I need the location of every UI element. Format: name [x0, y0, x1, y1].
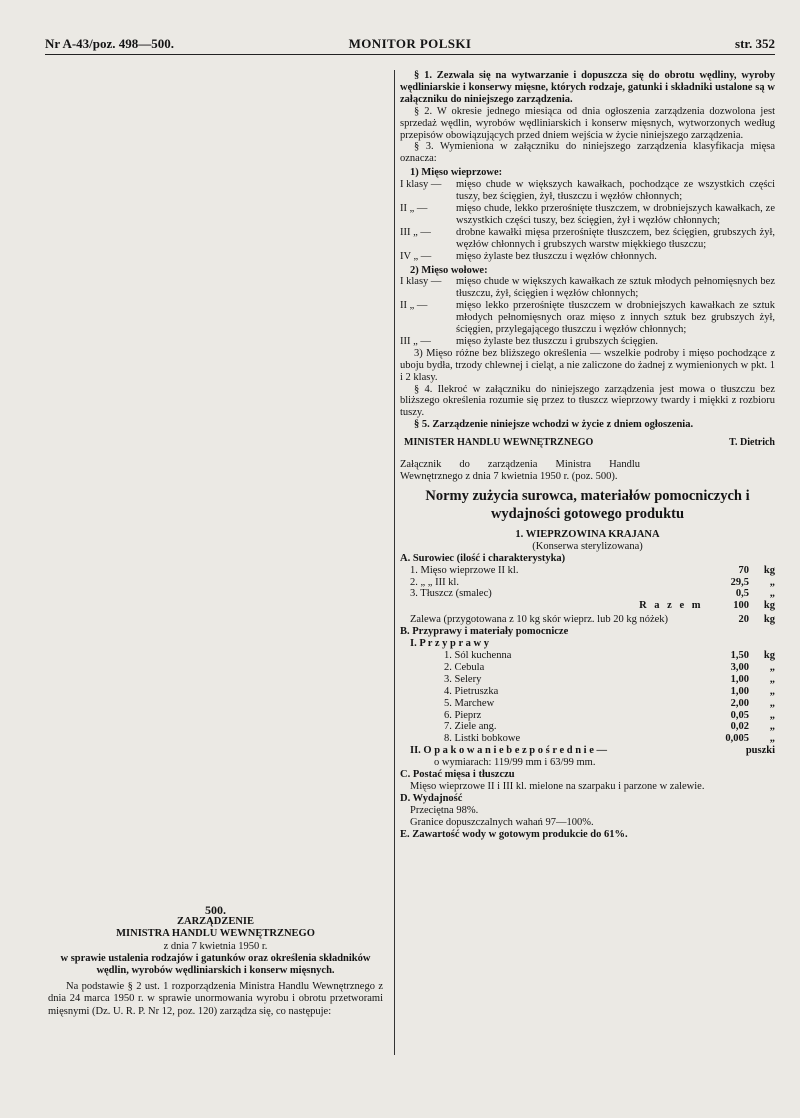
- pork-class-row: [400, 179, 775, 203]
- beef-class-text: mięso żylaste bez tłuszczu i grubszych ścięgien.: [456, 335, 659, 347]
- beef-class-key: I klasy —: [400, 276, 442, 288]
- raw-material-row: [400, 565, 775, 577]
- page-number: str. 352: [735, 36, 775, 51]
- spice-row: [400, 650, 775, 662]
- spice-unit: „: [769, 721, 775, 733]
- section-b: B. Przyprawy i materiały pomocnicze: [400, 626, 569, 638]
- pork-class-row: [400, 203, 775, 227]
- spice-row: [400, 674, 775, 686]
- pork-class-text: mięso chude w większych kawałkach, pochodzące ze wszystkich części tuszy, bez ścięgien, żył, tłuszczu i węzłów chłonnych;: [456, 179, 775, 203]
- spice-label: 4. Pietruszka: [444, 685, 499, 697]
- left-column: [48, 904, 383, 1018]
- packaging-dims: o wymiarach: 119/99 mm i 63/99 mm.: [434, 757, 596, 769]
- spice-value: 0,005: [725, 733, 749, 745]
- pork-class-text: mięso chude, lekko przerośnięte tłuszczem, w drobniejszych kawałkach, ze wszystkich części tuszy, bez ścięgien, żył i węzłów chłonnych;: [456, 202, 775, 226]
- spice-unit: kg: [763, 649, 775, 661]
- spice-unit: „: [769, 733, 775, 745]
- spices-heading: I. P r z y p r a w y: [410, 638, 489, 650]
- spice-label: 6. Pieprz: [444, 709, 482, 721]
- raw-material-rows: [400, 565, 775, 601]
- signature: [404, 437, 775, 449]
- pork-class-key: II „ —: [400, 202, 428, 214]
- brine-row: [400, 614, 775, 626]
- spice-value: 1,00: [730, 673, 749, 685]
- section-d: D. Wydajność: [400, 792, 463, 804]
- paragraph-1: § 1. Zezwala się na wytwarzanie i dopuszcza się do obrotu wędliny, wyroby wędliniarskie i konserwy mięsne, których rodzaje, gatunki i składniki ustalone są w załączniku do niniejszego zarządzenia.: [400, 70, 775, 105]
- spice-value: 1,50: [730, 649, 749, 661]
- norms-title: Normy zużycia surowca, materiałów pomocniczych i wydajności gotowego produktu: [425, 487, 750, 522]
- beef-classes: [400, 276, 775, 347]
- column-divider: [394, 70, 395, 1055]
- beef-heading: 2) Mięso wołowe:: [410, 264, 488, 276]
- total-row: [400, 600, 775, 612]
- raw-material-row: [400, 577, 775, 589]
- brine-unit: kg: [763, 614, 775, 626]
- spice-row: [400, 698, 775, 710]
- pork-class-text: drobne kawałki mięsa przerośnięte tłuszczem, bez ścięgien, grubszych żył, węzłów chłonnych i grubszych warstw miękkiego tłuszczu;: [456, 226, 775, 250]
- raw-material-value: 0,5: [735, 588, 749, 600]
- spice-label: 5. Marchew: [444, 697, 495, 709]
- spice-unit: „: [769, 685, 775, 697]
- pork-heading: 1) Mięso wieprzowe:: [410, 167, 503, 179]
- paragraph-4: § 4. Ilekroć w załączniku do niniejszego zarządzenia jest mowa o tłuszczu bez bliższego określenia rozumie się przez to tłuszcz wieprzowy twardy i miękki z rozbioru tuszy.: [400, 383, 775, 419]
- raw-material-unit: kg: [763, 564, 775, 576]
- section-a: A. Surowiec (ilość i charakterystyka): [400, 552, 566, 564]
- paragraph-3: § 3. Wymieniona w załączniku do niniejszego zarządzenia klasyfikacja mięsa oznacza:: [400, 141, 775, 165]
- spice-label: 7. Ziele ang.: [444, 721, 497, 733]
- beef-class-key: III „ —: [400, 335, 431, 347]
- yield-range: Granice dopuszczalnych wahań 97—100%.: [410, 816, 594, 828]
- raw-material-value: 70: [738, 564, 749, 576]
- brine-value: 20: [738, 614, 749, 626]
- pork-class-row: [400, 251, 775, 263]
- spice-value: 1,00: [730, 685, 749, 697]
- section-e: E. Zawartość wody w gotowym produkcie do 61%.: [400, 828, 628, 840]
- spice-label: 2. Cebula: [444, 661, 485, 673]
- spice-unit: „: [769, 697, 775, 709]
- spice-value: 0,02: [730, 721, 749, 733]
- section-c-text: Mięso wieprzowe II i III kl. mielone na szarpaku i parzone w zalewie.: [410, 780, 705, 792]
- spice-row: [400, 686, 775, 698]
- raw-material-label: 2. „ „ III kl.: [410, 576, 459, 588]
- header-rule: [45, 54, 775, 55]
- spice-unit: „: [769, 673, 775, 685]
- spice-row: [400, 721, 775, 733]
- spice-label: 3. Selery: [444, 673, 482, 685]
- product-name: 1. WIEPRZOWINA KRAJANA: [515, 528, 660, 540]
- spice-value: 0,05: [730, 709, 749, 721]
- spice-label: 8. Listki bobkowe: [444, 733, 521, 745]
- spice-value: 2,00: [730, 697, 749, 709]
- pork-class-key: I klasy —: [400, 179, 442, 191]
- misc-meat: 3) Mięso różne bez bliższego określenia — wszelkie podroby i mięso pochodzące z uboju bydła, trzody chlewnej i cieląt, a nie zaliczone do żadnej z wymienionych w pkt. 1 i 2 klasy.: [400, 347, 775, 383]
- yield-average: Przeciętna 98%.: [410, 804, 479, 816]
- beef-class-row: [400, 300, 775, 336]
- pork-class-text: mięso żylaste bez tłuszczu i węzłów chłonnych.: [456, 250, 657, 262]
- pork-class-key: IV „ —: [400, 250, 432, 262]
- raw-material-row: [400, 588, 775, 600]
- beef-class-row: [400, 336, 775, 348]
- brine-label: Zalewa (przygotowana z 10 kg skór wieprz. lub 20 kg nóżek): [410, 614, 669, 626]
- beef-class-key: II „ —: [400, 300, 428, 312]
- spice-value: 3,00: [730, 661, 749, 673]
- right-column: [400, 70, 775, 840]
- item-number: 500.: [205, 903, 226, 917]
- beef-class-text: mięso lekko przerośnięte tłuszczem w drobniejszych kawałkach ze sztuk młodych pełnomięsnych oraz mięso z innych sztuk bez grubszych żył, ścięgien, przylegającego tłuszczu i węzłów chłonnych;: [456, 300, 775, 336]
- spice-label: 1. Sól kuchenna: [444, 649, 512, 661]
- pork-class-key: III „ —: [400, 226, 431, 238]
- packaging-row: [400, 745, 775, 757]
- ordinance-date: z dnia 7 kwietnia 1950 r.: [163, 940, 268, 952]
- ordinance-title: ZARZĄDZENIE: [176, 916, 255, 928]
- total-value: 100: [733, 600, 749, 612]
- pork-class-row: [400, 227, 775, 251]
- publication-title: MONITOR POLSKI: [348, 36, 472, 51]
- packaging-label: II. O p a k o w a n i e b e z p o ś r e d n i e —: [410, 745, 607, 757]
- preamble: Na podstawie § 2 ust. 1 rozporządzenia Ministra Handlu Wewnętrznego z dnia 24 marca 1950 r. w sprawie unormowania wyrobu i obrotu przetworami mięsnymi (Dz. U. R. P. Nr 12, poz. 120) zarządza się, co następuje:: [48, 981, 383, 1017]
- packaging-unit: puszki: [745, 745, 775, 757]
- ministry-title: MINISTRA HANDLU WEWNĘTRZNEGO: [116, 928, 315, 940]
- ordinance-subject: w sprawie ustalenia rodzajów i gatunków oraz określenia składników wędlin, wyrobów wędliniarskich i konserw mięsnych.: [60, 952, 371, 977]
- signature-title: MINISTER HANDLU WEWNĘTRZNEGO: [404, 437, 594, 449]
- spices-rows: [400, 650, 775, 745]
- spice-unit: „: [769, 661, 775, 673]
- spice-row: [400, 733, 775, 745]
- page-header: [45, 30, 775, 54]
- beef-class-row: [400, 276, 775, 300]
- issue-number: Nr A-43/poz. 498—500.: [45, 36, 175, 51]
- section-c: C. Postać mięsa i tłuszczu: [400, 769, 515, 781]
- beef-class-text: mięso chude w większych kawałkach ze sztuk młodych pełnomięsnych bez tłuszczu, żył, ścięgien i węzłów chłonnych;: [456, 276, 775, 300]
- product-subtitle: (Konserwa sterylizowana): [532, 540, 643, 552]
- total-unit: kg: [763, 600, 775, 612]
- pork-classes: [400, 179, 775, 262]
- spice-row: [400, 662, 775, 674]
- spice-unit: „: [769, 709, 775, 721]
- raw-material-unit: „: [769, 576, 775, 588]
- raw-material-label: 3. Tłuszcz (smalec): [410, 588, 492, 600]
- paragraph-5: § 5. Zarządzenie niniejsze wchodzi w życie z dniem ogłoszenia.: [414, 419, 694, 431]
- annex-note: Załącznik do zarządzenia Ministra Handlu Wewnętrznego z dnia 7 kwietnia 1950 r. (poz. 500).: [400, 459, 640, 482]
- raw-material-value: 29,5: [730, 576, 749, 588]
- raw-material-unit: „: [769, 588, 775, 600]
- signature-name: T. Dietrich: [729, 437, 775, 449]
- total-label: R a z e m: [639, 600, 703, 612]
- raw-material-label: 1. Mięso wieprzowe II kl.: [410, 564, 519, 576]
- paragraph-2: § 2. W okresie jednego miesiąca od dnia ogłoszenia zarządzenia dozwolona jest sprzedaż wędlin, wyrobów wędliniarskich i konserw mięsnych, wytworzonych według przepisów obowiązujących przed dniem wejścia w życie niniejszego zarządzenia.: [400, 105, 775, 141]
- spice-row: [400, 710, 775, 722]
